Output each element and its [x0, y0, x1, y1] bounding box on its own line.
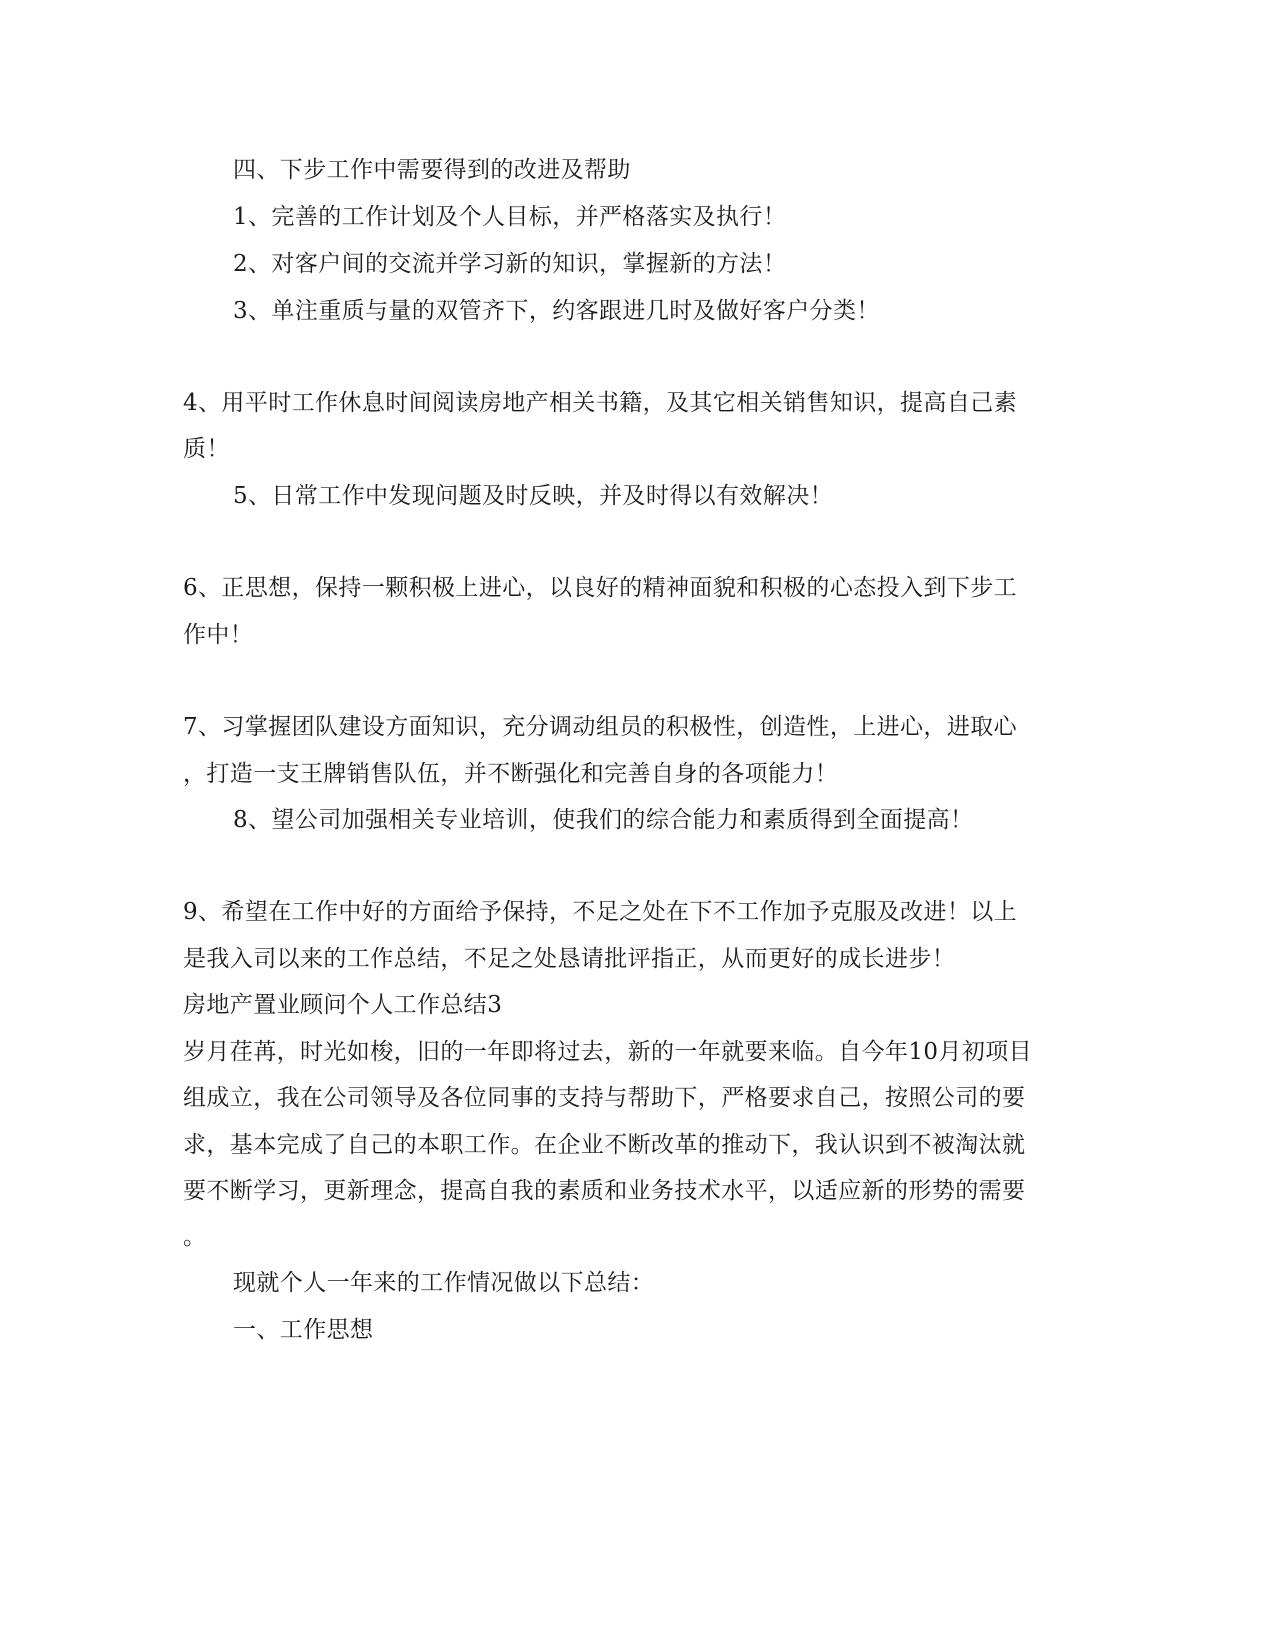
- paragraph-line: ，打造一支王牌销售队伍，并不断强化和完善自身的各项能力！: [183, 761, 839, 787]
- paragraph-line: 要不断学习，更新理念，提高自我的素质和业务技术水平，以适应新的形势的需要: [183, 1178, 1026, 1204]
- paragraph-line: 岁月荏苒，时光如梭，旧的一年即将过去，新的一年就要来临。自今年10月初项目: [183, 1039, 1033, 1065]
- paragraph-line: 3、单注重质与量的双管齐下，约客跟进几时及做好客户分类！: [233, 298, 880, 324]
- section-heading: 一、工作思想: [233, 1317, 374, 1343]
- section-heading: 四、下步工作中需要得到的改进及帮助: [233, 157, 631, 183]
- paragraph-line: 组成立，我在公司领导及各位同事的支持与帮助下，严格要求自己，按照公司的要: [183, 1085, 1026, 1111]
- paragraph-line: 现就个人一年来的工作情况做以下总结：: [233, 1270, 655, 1296]
- paragraph-line: 4、用平时工作休息时间阅读房地产相关书籍，及其它相关销售知识，提高自己素: [183, 390, 1018, 416]
- paragraph-line: 6、正思想，保持一颗积极上进心，以良好的精神面貌和积极的心态投入到下步工: [183, 575, 1018, 601]
- paragraph-line: 7、习掌握团队建设方面知识，充分调动组员的积极性，创造性，上进心，进取心: [183, 714, 1018, 740]
- paragraph-line: 8、望公司加强相关专业培训，使我们的综合能力和素质得到全面提高！: [233, 807, 974, 833]
- paragraph-line: 2、对客户间的交流并学习新的知识，掌握新的方法！: [233, 251, 787, 277]
- document-title: 房地产置业顾问个人工作总结3: [183, 992, 503, 1018]
- paragraph-line: 求，基本完成了自己的本职工作。在企业不断改革的推动下，我认识到不被淘汰就: [183, 1132, 1026, 1158]
- paragraph-line: 作中！: [183, 622, 254, 648]
- paragraph-line: 是我入司以来的工作总结，不足之处恳请批评指正，从而更好的成长进步！: [183, 946, 956, 972]
- paragraph-line: 。: [183, 1224, 207, 1250]
- paragraph-line: 9、希望在工作中好的方面给予保持，不足之处在下不工作加予克服及改进！以上: [183, 899, 1018, 925]
- paragraph-line: 质！: [183, 436, 230, 462]
- paragraph-line: 1、完善的工作计划及个人目标，并严格落实及执行！: [233, 204, 787, 230]
- paragraph-line: 5、日常工作中发现问题及时反映，并及时得以有效解决！: [233, 483, 834, 509]
